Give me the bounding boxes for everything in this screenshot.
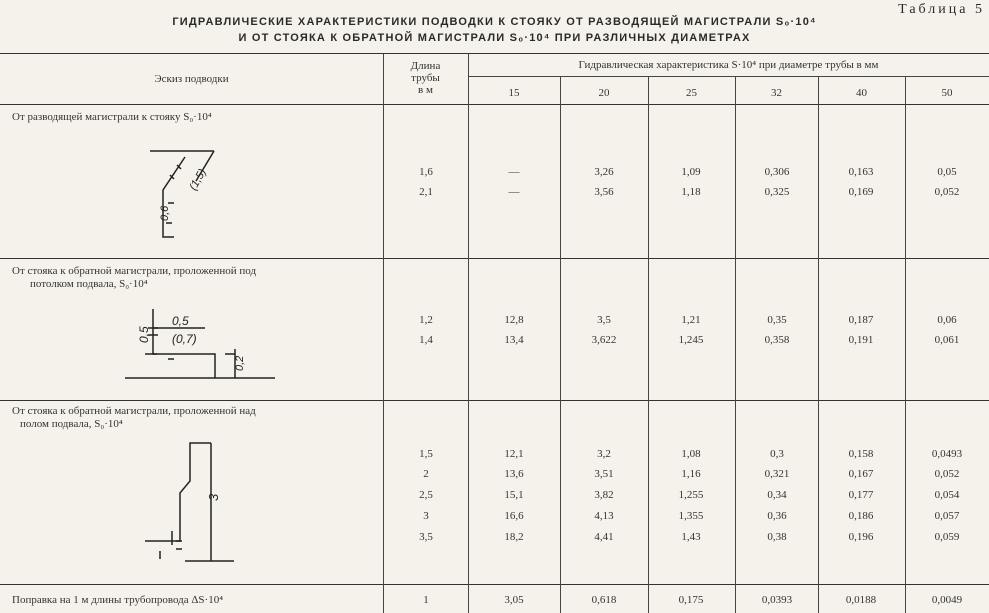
cell-length: 1,6 <box>419 166 433 178</box>
cell-length: 1,4 <box>419 334 433 346</box>
sketch1-dimension-label: (1,5) <box>187 166 209 193</box>
cell-value: 0,196 <box>848 531 874 543</box>
cell-length: 3,5 <box>419 531 433 543</box>
cell-value: 3,51 <box>594 468 614 480</box>
cell-value: 12,8 <box>504 314 524 326</box>
section3-bottom-rule <box>0 584 989 585</box>
cell-value: 0,052 <box>934 468 960 480</box>
cell-value: 0,061 <box>934 334 960 346</box>
cell-value: 3,82 <box>594 489 614 501</box>
cell-value: 0,3 <box>770 448 784 460</box>
header-length-line2: трубы <box>411 72 440 84</box>
cell-value: 3,2 <box>597 448 611 460</box>
header-sketch: Эскиз подводки <box>154 73 229 85</box>
cell-value: 1,43 <box>681 531 701 543</box>
cell-value: 0,187 <box>848 314 874 326</box>
header-length-line1: Длина <box>410 60 441 72</box>
cell-value: 0,169 <box>848 186 874 198</box>
cell-value: 0,05 <box>937 166 957 178</box>
cell-value: 13,4 <box>504 334 524 346</box>
col-sep-length-left <box>383 54 384 613</box>
cell-value: 0,057 <box>934 510 960 522</box>
cell-value: 0,0493 <box>931 448 963 460</box>
cell-value: 13,6 <box>504 468 524 480</box>
section3-label-line1: От стояка к обратной магистрали, проложенной над <box>12 405 256 417</box>
cell-value: 0,0188 <box>845 594 877 606</box>
cell-value: 16,6 <box>504 510 524 522</box>
cell-value: 0,618 <box>591 594 617 606</box>
table-top-rule <box>0 53 989 54</box>
table-title-line2: И ОТ СТОЯКА К ОБРАТНОЙ МАГИСТРАЛИ S₀·10⁴ ПРИ РАЗЛИЧНЫХ ДИАМЕТРАХ <box>238 32 751 44</box>
cell-value: 0,158 <box>848 448 874 460</box>
cell-value: 1,08 <box>681 448 701 460</box>
cell-value: 4,41 <box>594 531 614 543</box>
section2-label-line2: потолком подвала, S₀·10⁴ <box>30 278 148 290</box>
cell-length: 3 <box>423 510 429 522</box>
col-sep-20-25 <box>648 77 649 613</box>
cell-value: 0,38 <box>767 531 787 543</box>
cell-value: 1,16 <box>681 468 701 480</box>
cell-value: 0,06 <box>937 314 957 326</box>
cell-value: 1,355 <box>678 510 704 522</box>
cell-value: 0,059 <box>934 531 960 543</box>
sketch3-dimension-label: 3 <box>206 493 221 501</box>
header-diameter: 40 <box>856 87 867 99</box>
section3-label-line2: полом подвала, S₀·10⁴ <box>20 418 123 430</box>
cell-value: 3,26 <box>594 166 614 178</box>
sketch2-dimension-label: 0,2 <box>234 355 246 371</box>
cell-value: 3,5 <box>597 314 611 326</box>
cell-value: 4,13 <box>594 510 614 522</box>
cell-value: 1,245 <box>678 334 704 346</box>
cell-value: 0,358 <box>764 334 790 346</box>
cell-value: 0,177 <box>848 489 874 501</box>
cell-value: 0,321 <box>764 468 790 480</box>
cell-length: 1 <box>423 594 429 606</box>
cell-value: 0,306 <box>764 166 790 178</box>
cell-length: 2,5 <box>419 489 433 501</box>
cell-value: 0,167 <box>848 468 874 480</box>
cell-value: 15,1 <box>504 489 524 501</box>
col-sep-40-50 <box>905 77 906 613</box>
header-diameter: 25 <box>686 87 697 99</box>
sketch2-dimension-label: 0,5 <box>172 314 189 328</box>
correction-label: Поправка на 1 м длины трубопровода ΔS·10⁴ <box>12 594 224 606</box>
cell-value: 1,18 <box>681 186 701 198</box>
col-sep-32-40 <box>818 77 819 613</box>
cell-value: 0,0393 <box>761 594 793 606</box>
header-diameter: 50 <box>941 87 953 99</box>
cell-value: 0,36 <box>767 510 787 522</box>
cell-value: 0,0049 <box>931 594 963 606</box>
cell-value: 0,325 <box>764 186 790 198</box>
section1-label: От разводящей магистрали к стояку S₀·10⁴ <box>12 111 212 123</box>
cell-value: 0,175 <box>678 594 704 606</box>
cell-value: 0,191 <box>848 334 874 346</box>
header-characteristic: Гидравлическая характеристика S·10⁴ при диаметре трубы в мм <box>578 59 879 71</box>
header-length-line3: в м <box>418 84 433 96</box>
cell-value: 3,56 <box>594 186 614 198</box>
col-sep-25-32 <box>735 77 736 613</box>
cell-value: 0,163 <box>848 166 874 178</box>
header-diameter: 15 <box>508 87 520 99</box>
col-sep-15-20 <box>560 77 561 613</box>
table-title-line1: ГИДРАВЛИЧЕСКИЕ ХАРАКТЕРИСТИКИ ПОДВОДКИ К СТОЯКУ ОТ РАЗВОДЯЩЕЙ МАГИСТРАЛИ S₀·10⁴ <box>172 16 817 28</box>
header-subrule <box>468 76 989 77</box>
col-sep-length-right <box>468 54 469 613</box>
sketch1-dimension-label: 0,6 <box>159 205 171 221</box>
cell-value: 0,34 <box>767 489 787 501</box>
header-diameter: 32 <box>771 87 782 99</box>
cell-length: 2,1 <box>419 186 433 198</box>
cell-length: 1,2 <box>419 314 433 326</box>
cell-value: 1,09 <box>681 166 701 178</box>
cell-value: 0,35 <box>767 314 787 326</box>
cell-value: 12,1 <box>504 448 524 460</box>
cell-value: — <box>508 166 520 178</box>
cell-length: 1,5 <box>419 448 433 460</box>
cell-value: 0,054 <box>934 489 960 501</box>
sketch-riser-to-return-ceiling <box>0 259 383 399</box>
cell-value: 3,05 <box>504 594 524 606</box>
cell-value: 0,186 <box>848 510 874 522</box>
header-diameter: 20 <box>598 87 610 99</box>
cell-value: 0,052 <box>934 186 960 198</box>
cell-value: 18,2 <box>504 531 524 543</box>
sketch-riser-to-return-floor <box>0 401 383 581</box>
sketch2-dimension-label: (0,7) <box>172 332 197 346</box>
cell-value: 3,622 <box>591 334 617 346</box>
sketch2-dimension-label: 0,5 <box>137 326 151 343</box>
cell-length: 2 <box>423 468 429 480</box>
section2-label-line1: От стояка к обратной магистрали, проложенной под <box>12 265 257 277</box>
cell-value: 1,21 <box>681 314 701 326</box>
cell-value: 1,255 <box>678 489 704 501</box>
cell-value: — <box>508 186 520 198</box>
table-number: Таблица 5 <box>898 2 985 17</box>
sketch-supply-to-riser <box>0 105 383 255</box>
